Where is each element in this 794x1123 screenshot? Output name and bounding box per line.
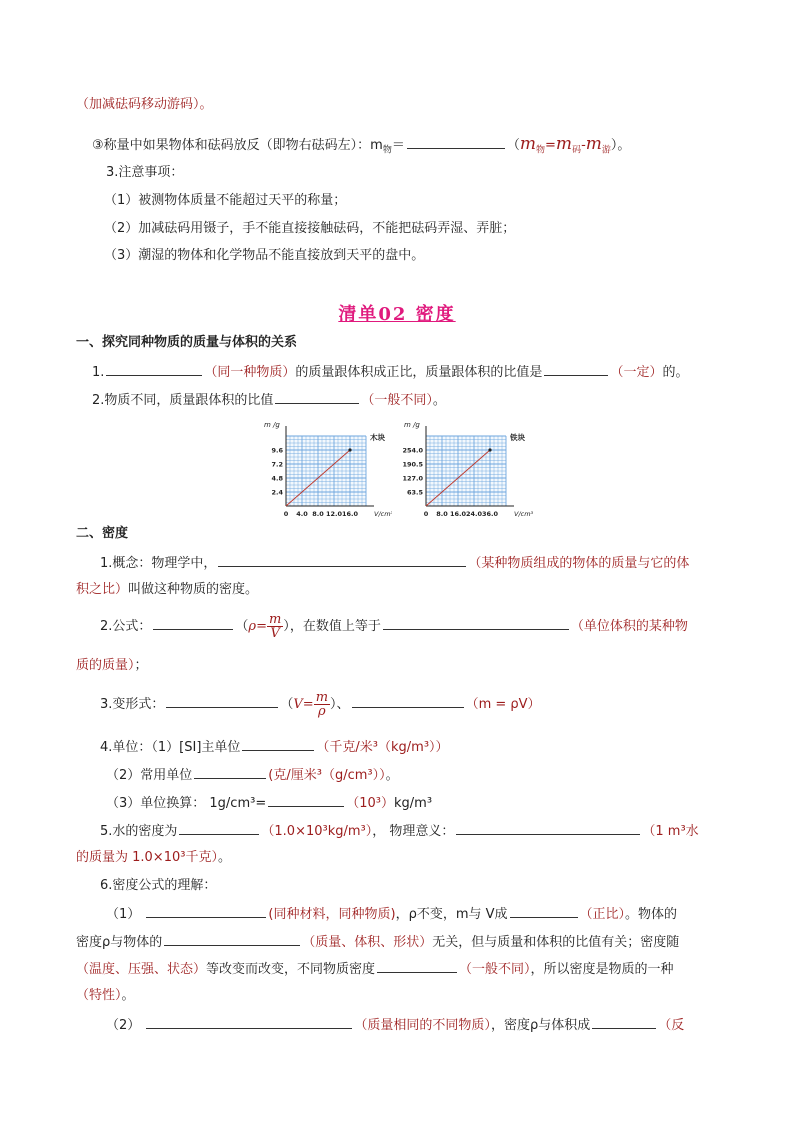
fill-blank [146,903,266,918]
data-point [348,448,351,451]
fill-blank [352,693,464,708]
answer-text: （反 [658,1018,685,1033]
x-tick-label: 0 [283,510,289,518]
x-tick-label: 16.0 [341,510,359,518]
text: 1.概念：物理学中， [100,556,217,571]
text: 。 [432,393,446,408]
line-notes-heading: 3.注意事项： [106,165,184,180]
answer-text: （一定） [610,365,663,380]
line-p2 [92,389,446,411]
text: ，在数值上等于 [289,619,381,634]
y-axis-label: m /g [404,421,420,429]
x-tick-label: 0 [423,510,429,518]
chart-iron-svg [400,418,534,522]
formula-rho: ρ= [248,619,267,634]
answer-text: （质量、体积、形状） [302,935,433,950]
x-tick-label: 24.0 [465,510,483,518]
fill-blank [592,1014,656,1029]
text: ③称量中如果物体和砝码放反（即物右砝码左）：m [92,138,383,153]
numerator: m [315,690,329,705]
y-tick-label: 190.5 [402,460,423,469]
line-c3 [100,690,541,720]
fill-blank [268,792,344,807]
text: 2.公式： [100,619,152,634]
y-tick-label: 9.6 [271,446,283,455]
denominator: V [270,626,280,641]
fill-blank [153,615,233,630]
text: 无关，但与质量和体积的比值有关；密度随 [432,935,680,950]
line-c2a [100,612,688,642]
fill-blank [164,931,300,946]
text: 的。 [662,365,689,380]
heading-1: 一、探究同种物质的质量与体积的关系 [76,335,298,350]
formula-m: m [519,134,536,154]
text: 。 [385,768,399,783]
line-c11 [76,958,674,980]
answer-text: （千克/米³（kg/m³）） [316,740,449,755]
fill-blank [106,361,202,376]
line-note-2: （2）加减砝码用镊子，手不能直接接触砝码，不能把砝码弄湿、弄脏； [104,221,516,236]
text: 等改变而改变，不同物质密度 [206,962,376,977]
text: ） [330,697,337,712]
x-axis-label: V/cm³ [374,510,392,518]
denominator: ρ [318,704,326,719]
fill-blank [242,736,314,751]
text: （ [506,138,520,153]
text: ，密度ρ与体积成 [490,1018,591,1033]
text: ， 物理意义： [372,824,455,839]
x-axis-label: V/cm³ [514,510,534,518]
text: （2） [106,1018,141,1033]
text: ； [134,658,148,673]
fill-blank [146,1014,352,1029]
formula-m: m [555,134,573,154]
text: kg/m³ [394,796,433,811]
line-reversed-weighing [92,134,630,161]
line-c7a [100,820,699,842]
subscript: 物 [536,145,546,156]
answer-text: （1.0×10³kg/m³） [261,824,373,839]
text: 叫做这种物质的密度。 [128,582,259,597]
text: 1. [92,365,105,380]
line-c9 [106,903,677,925]
answer-text: 积之比） [76,582,129,597]
text: （1） [106,907,141,922]
subscript: 游 [601,145,611,156]
fill-blank [544,361,608,376]
line-c1b [76,580,258,600]
line-weighing-note [76,95,213,115]
text: 。 [121,988,135,1003]
x-tick-label: 8.0 [312,510,324,518]
heading-2: 二、密度 [76,526,129,541]
fill-blank [179,820,259,835]
answer-text: （1 m³水 [642,824,699,839]
subscript: 物 [382,145,392,156]
y-tick-label: 2.4 [271,488,283,497]
fill-blank [194,764,266,779]
subscript: 码 [572,145,582,156]
text: = [545,138,556,153]
text: 3.变形式： [100,697,165,712]
fraction-m-over-v [267,613,283,640]
y-tick-label: 254.0 [402,446,423,455]
section-title: 清单02 密度 [338,304,456,325]
answer-text: （正比） [579,907,626,922]
answer-text: (克/厘米³（g/cm³）） [268,768,386,783]
answer-text: （一般不同） [459,962,531,977]
line-note-3: （3）潮湿的物体和化学物品不能直接放到天平的盘中。 [104,248,425,263]
text: 、 [336,697,350,712]
line-c10 [76,931,679,953]
fill-blank [510,903,578,918]
line-c4 [100,736,449,758]
answer-text: （某种物质组成的物体的质量与它的体 [468,556,690,571]
line-c6 [106,792,432,814]
text: 。物体的 [625,907,678,922]
answer-text: （特性） [76,988,122,1003]
y-tick-label: 4.8 [271,474,283,483]
y-tick-label: 7.2 [271,460,283,469]
line-c5 [106,764,399,786]
text: ）。 [610,138,631,153]
answer-text: （一般不同） [361,393,433,408]
text: （ [235,619,249,634]
fill-blank [407,134,505,149]
line-c13 [106,1014,684,1036]
line-c2b [76,656,148,676]
chart-wood [260,418,392,522]
answer-text: 质的质量） [76,658,135,673]
chart-title: 铁块 [510,433,525,442]
fill-blank [377,958,457,973]
answer-text: （10³） [346,796,394,811]
text: 。 [217,850,231,865]
chart-iron [400,418,534,522]
text: 4.单位：（1）[SI]主单位 [100,740,241,755]
x-tick-label: 8.0 [436,510,448,518]
line-c8: 6.密度公式的理解： [100,878,217,893]
fill-blank [456,820,640,835]
x-tick-label: 4.0 [296,510,308,518]
numerator: m [268,612,282,627]
text: 2.物质不同，质量跟体积的比值 [92,393,274,408]
text: ） [283,619,290,634]
text: ，ρ不变，m与 V成 [395,907,508,922]
answer-text: （加减砝码移动游码）。 [76,97,213,112]
answer-text: （质量相同的不同物质） [354,1018,491,1033]
fraction-m-over-rho [314,691,330,718]
y-tick-label: 127.0 [402,474,423,483]
text: （2）常用单位 [106,768,193,783]
answer-text: 的质量为 1.0×10³千克） [76,850,218,865]
x-tick-label: 36.0 [481,510,499,518]
fill-blank [275,389,359,404]
x-tick-label: 12.0 [325,510,343,518]
text: ，所以密度是物质的一种 [530,962,674,977]
answer-text: （同一种物质） [204,365,296,380]
text: 密度ρ与物体的 [76,935,163,950]
line-c1a [100,552,689,574]
formula-v: V= [293,697,314,712]
line-c12 [76,986,135,1006]
fill-blank [166,693,278,708]
fill-blank [383,615,569,630]
y-tick-label: 63.5 [406,488,423,497]
chart-title: 木块 [370,433,385,442]
data-point [488,448,491,451]
answer-text: （m = ρV） [465,697,541,712]
x-tick-label: 16.0 [449,510,467,518]
fill-blank [218,552,466,567]
chart-wood-svg [260,418,392,522]
text: ＝ [391,138,405,153]
line-c7b [76,848,231,868]
line-p1 [92,361,688,383]
text: - [581,138,586,153]
answer-text: （温度、压强、状态） [76,962,207,977]
answer-text: (同种材料，同种物质) [268,907,396,922]
text: 的质量跟体积成正比，质量跟体积的比值是 [295,365,543,380]
answer-text: （单位体积的某种物 [570,619,688,634]
text: （ [280,697,294,712]
text: 5.水的密度为 [100,824,178,839]
text: （3）单位换算： 1g/cm³= [106,796,267,811]
formula-m: m [585,134,602,154]
y-axis-label: m /g [264,421,280,429]
line-note-1: （1）被测物体质量不能超过天平的称量； [104,193,347,208]
